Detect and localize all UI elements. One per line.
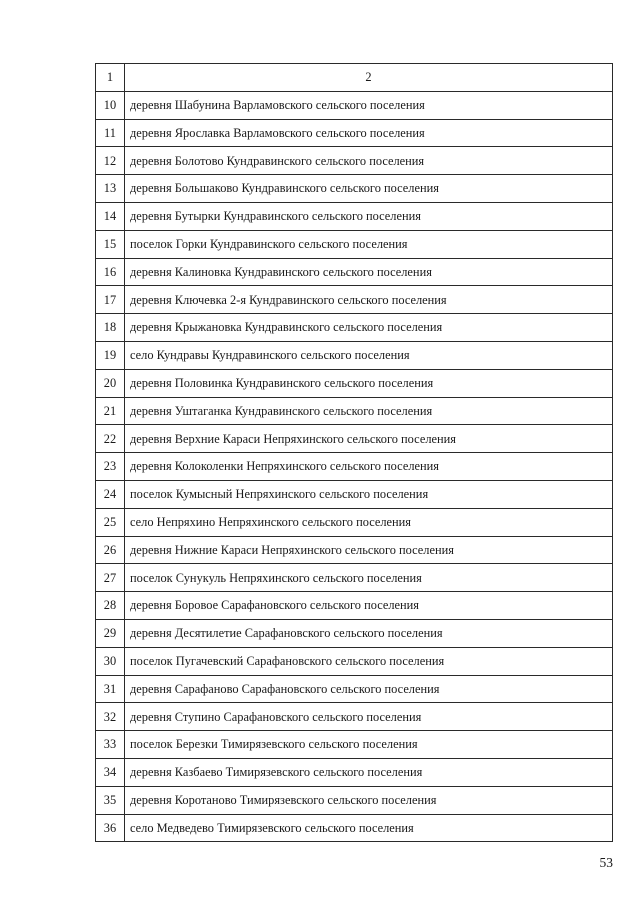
table-body [96,64,613,842]
row-number: 22 [96,425,125,453]
row-number: 24 [96,480,125,508]
settlement-name: деревня Верхние Караси Непряхинского сельского поселения [125,425,613,453]
table-row [96,314,613,342]
table-row [96,619,613,647]
table-row [96,119,613,147]
settlement-name: деревня Ступино Сарафановского сельского поселения [125,703,613,731]
settlement-name: деревня Половинка Кундравинского сельского поселения [125,369,613,397]
header-col-2: 2 [125,64,613,92]
settlement-name: поселок Пугачевский Сарафановского сельского поселения [125,647,613,675]
row-number: 28 [96,592,125,620]
row-number: 14 [96,202,125,230]
row-number: 17 [96,286,125,314]
table-row [96,758,613,786]
row-number: 27 [96,564,125,592]
table-row [96,258,613,286]
settlement-name: деревня Бутырки Кундравинского сельского поселения [125,202,613,230]
row-number: 10 [96,91,125,119]
table-row [96,341,613,369]
row-number: 19 [96,341,125,369]
table-row [96,230,613,258]
settlement-name: поселок Кумысный Непряхинского сельского поселения [125,480,613,508]
row-number: 36 [96,814,125,842]
settlement-name: деревня Боровое Сарафановского сельского поселения [125,592,613,620]
settlement-name: деревня Коротаново Тимирязевского сельского поселения [125,786,613,814]
row-number: 11 [96,119,125,147]
row-number: 35 [96,786,125,814]
settlement-name: деревня Ярославка Варламовского сельского поселения [125,119,613,147]
row-number: 33 [96,731,125,759]
table-header-row [96,64,613,92]
table-row [96,397,613,425]
page-number: 53 [599,855,613,870]
table-row [96,508,613,536]
settlements-table [95,63,613,842]
settlement-name: деревня Нижние Караси Непряхинского сельского поселения [125,536,613,564]
row-number: 20 [96,369,125,397]
row-number: 16 [96,258,125,286]
table-row [96,592,613,620]
row-number: 21 [96,397,125,425]
settlement-name: село Непряхино Непряхинского сельского поселения [125,508,613,536]
table-row [96,453,613,481]
settlement-name: поселок Березки Тимирязевского сельского поселения [125,731,613,759]
table-row [96,147,613,175]
table-row [96,175,613,203]
row-number: 18 [96,314,125,342]
settlement-name: деревня Крыжановка Кундравинского сельского поселения [125,314,613,342]
row-number: 15 [96,230,125,258]
table-row [96,703,613,731]
table-row [96,425,613,453]
table-row [96,286,613,314]
table-row [96,647,613,675]
settlement-name: деревня Шабунина Варламовского сельского поселения [125,91,613,119]
settlement-name: деревня Казбаево Тимирязевского сельского поселения [125,758,613,786]
settlement-name: деревня Калиновка Кундравинского сельского поселения [125,258,613,286]
row-number: 23 [96,453,125,481]
table-row [96,91,613,119]
settlement-name: деревня Большаково Кундравинского сельского поселения [125,175,613,203]
row-number: 31 [96,675,125,703]
settlement-name: поселок Горки Кундравинского сельского поселения [125,230,613,258]
row-number: 25 [96,508,125,536]
row-number: 29 [96,619,125,647]
table-row [96,786,613,814]
settlement-name: деревня Ключевка 2-я Кундравинского сельского поселения [125,286,613,314]
settlement-name: село Медведево Тимирязевского сельского поселения [125,814,613,842]
table-row [96,731,613,759]
table-row [96,814,613,842]
settlement-name: деревня Десятилетие Сарафановского сельского поселения [125,619,613,647]
settlement-name: деревня Уштаганка Кундравинского сельского поселения [125,397,613,425]
settlement-name: поселок Сунукуль Непряхинского сельского поселения [125,564,613,592]
row-number: 30 [96,647,125,675]
settlement-name: деревня Сарафаново Сарафановского сельского поселения [125,675,613,703]
table-row [96,536,613,564]
row-number: 34 [96,758,125,786]
table-row [96,369,613,397]
row-number: 26 [96,536,125,564]
row-number: 32 [96,703,125,731]
table-row [96,675,613,703]
row-number: 12 [96,147,125,175]
table-row [96,480,613,508]
header-col-1: 1 [96,64,125,92]
table-row [96,564,613,592]
row-number: 13 [96,175,125,203]
settlement-name: деревня Болотово Кундравинского сельского поселения [125,147,613,175]
settlement-name: деревня Колоколенки Непряхинского сельского поселения [125,453,613,481]
settlement-name: село Кундравы Кундравинского сельского поселения [125,341,613,369]
table-row [96,202,613,230]
